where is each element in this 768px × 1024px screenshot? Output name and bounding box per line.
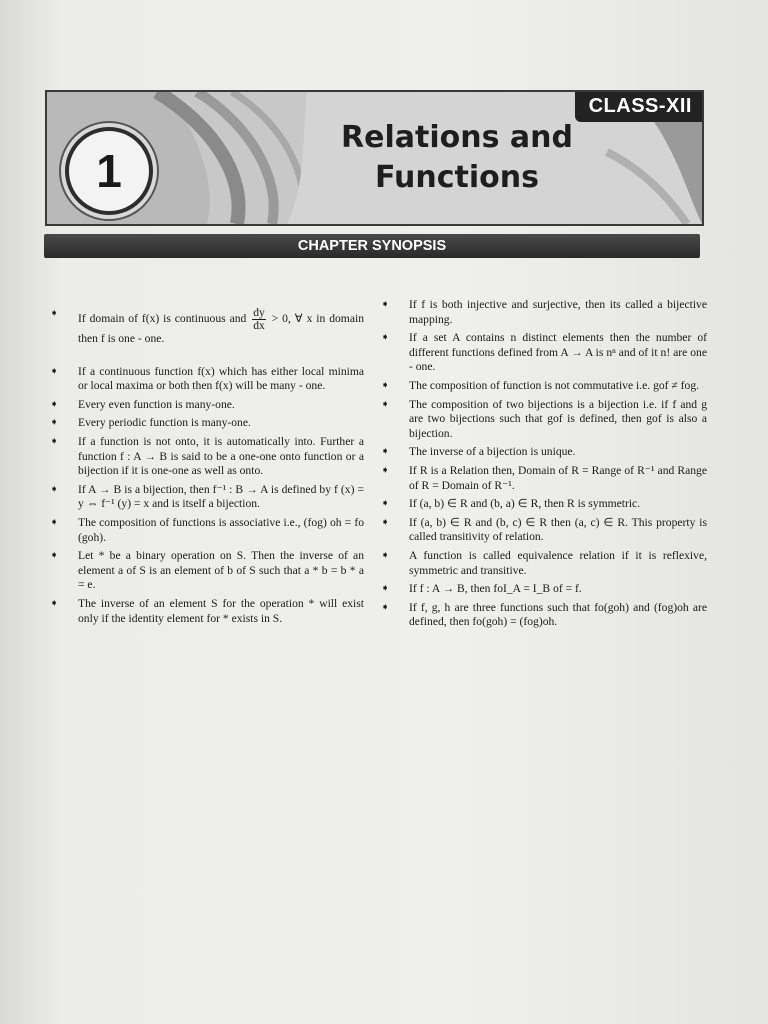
list-item (381, 331, 707, 375)
bullet-icon: ➧ (381, 498, 390, 510)
item-text: Every even function is many-one. (78, 397, 235, 411)
list-item (381, 549, 707, 578)
bullet-icon: ➧ (50, 435, 59, 447)
item-text: A function is called equivalence relation if it is reflexive, symmetric and transitive. (409, 548, 707, 577)
list-item (381, 464, 707, 493)
list-item (381, 516, 707, 545)
bullet-icon: ➧ (381, 464, 390, 476)
item-text: If a set A contains n distinct elements then the number of different functions defined from A → A is nⁿ and of it n! are one - one. (409, 331, 707, 374)
list-item (381, 582, 707, 597)
item-text: If f, g, h are three functions such that fo(goh) and (fog)oh are defined, then fo(goh) = (fog)oh. (409, 600, 707, 629)
fraction-numerator: dy (253, 306, 265, 319)
item-text: If a continuous function f(x) which has either local minima or local maxima or both then f(x) will be many - one. (78, 364, 364, 393)
chapter-title-line2: Functions (375, 160, 539, 195)
bullet-icon: ➧ (381, 516, 390, 528)
item-text: The composition of function is not commutative i.e. gof ≠ fog. (409, 378, 700, 392)
list-item (50, 549, 364, 593)
fraction-denominator: dx (253, 319, 265, 332)
list-item (50, 483, 364, 512)
bullet-icon: ➧ (50, 308, 59, 319)
bullet-icon: ➧ (381, 583, 390, 595)
item-text-post: > 0, ∀ x in domain then f is one - one. (78, 312, 364, 345)
left-column (50, 307, 364, 630)
list-item (381, 497, 707, 512)
item-text: If f : A → B, then foI_A = I_B of = f. (409, 582, 582, 596)
bullet-icon: ➧ (50, 597, 59, 609)
item-text: Let * be a binary operation on S. Then the inverse of an element a of S is an element of b of S such that a * b = b * a = e. (78, 549, 364, 592)
list-item (50, 516, 364, 545)
list-item (50, 307, 364, 347)
chapter-number: 1 (65, 127, 153, 215)
item-text: If A → B is a bijection, then f⁻¹ : B → A is defined by f (x) = y ⇔ f⁻¹ (y) = x and is itself a bijection. (78, 482, 364, 511)
list-item (381, 298, 707, 327)
list-item (50, 435, 364, 479)
item-text: The composition of functions is associative i.e., (fog) oh = fo (goh). (78, 515, 364, 544)
bullet-icon: ➧ (381, 398, 390, 410)
bullet-icon: ➧ (50, 365, 59, 377)
bullet-icon: ➧ (381, 601, 390, 613)
fraction (252, 307, 266, 332)
item-text: If R is a Relation then, Domain of R = Range of R⁻¹ and Range of R = Domain of R⁻¹. (409, 463, 707, 492)
chapter-title (327, 118, 587, 198)
bullet-icon: ➧ (381, 379, 390, 391)
item-text: If (a, b) ∈ R and (b, a) ∈ R, then R is symmetric. (409, 497, 641, 511)
bullet-icon: ➧ (50, 550, 59, 562)
list-item (381, 379, 707, 394)
item-text: If a function is not onto, it is automatically into. Further a function f : A → B is said to be a one-one onto function or a bijection if it is one-one as well as onto. (78, 434, 364, 478)
bullet-icon: ➧ (50, 483, 59, 495)
item-text: The inverse of an element S for the operation * will exist only if the identity element for * exists in S. (78, 596, 364, 625)
bullet-icon: ➧ (50, 417, 59, 429)
list-item (381, 445, 707, 460)
class-label: CLASS-XII (575, 92, 702, 122)
item-text: The composition of two bijections is a bijection i.e. if f and g are two bijections such that gof is defined, then gof is also a bijection. (409, 397, 707, 440)
chapter-banner (45, 90, 704, 226)
list-item (381, 601, 707, 630)
item-text: Every periodic function is many-one. (78, 416, 251, 430)
item-text-pre: If domain of f(x) is continuous and (78, 312, 251, 326)
right-column (381, 298, 707, 634)
bullet-icon: ➧ (381, 549, 390, 561)
list-item (50, 597, 364, 626)
bullet-icon: ➧ (381, 332, 390, 344)
list-item (50, 365, 364, 394)
bullet-icon: ➧ (50, 516, 59, 528)
chapter-title-line1: Relations and (341, 120, 573, 155)
bullet-icon: ➧ (381, 299, 390, 310)
list-item (50, 398, 364, 413)
synopsis-heading: CHAPTER SYNOPSIS (44, 234, 700, 258)
bullet-icon: ➧ (50, 398, 59, 410)
item-text: The inverse of a bijection is unique. (409, 445, 576, 459)
item-text: If f is both injective and surjective, then its called a bijective mapping. (409, 298, 707, 326)
item-text: If (a, b) ∈ R and (b, c) ∈ R then (a, c) ∈ R. This property is called transitivity of relation. (409, 515, 707, 544)
bullet-icon: ➧ (381, 446, 390, 458)
list-item (381, 398, 707, 442)
list-item (50, 416, 364, 431)
